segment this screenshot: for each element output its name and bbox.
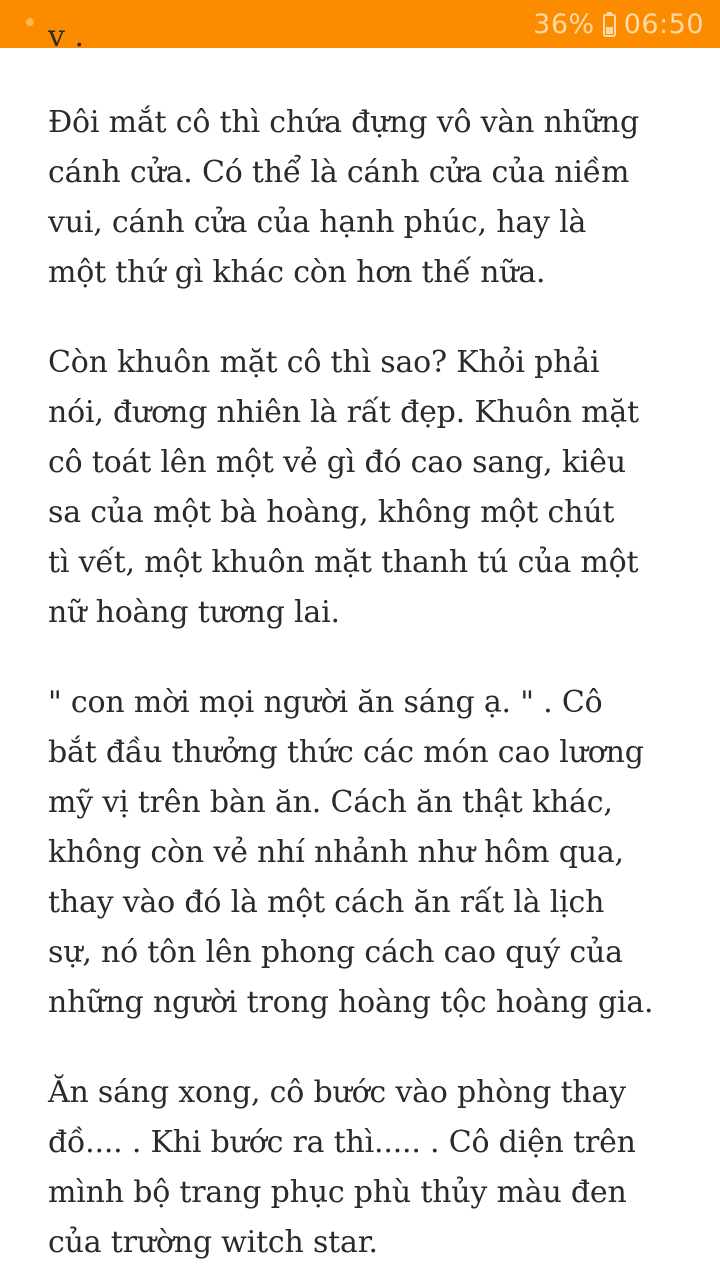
battery-percent: 36%: [533, 8, 595, 40]
notification-dot-icon: [26, 18, 34, 26]
paragraph-3: " con mời mọi người ăn sáng ạ. " . Cô bắt đầu thưởng thức các món cao lương mỹ vị trên bàn ăn. Cách ăn thật khác, không còn vẻ nhí nhảnh như hôm qua, thay vào đó là một cách ăn rất là lịch sự, nó tôn lên phong cách cao quý của những người trong hoàng tộc hoàng gia.: [48, 685, 654, 1020]
paragraph-4: Ăn sáng xong, cô bước vào phòng thay đồ.... . Khi bước ra thì..... . Cô diện trên mình bộ trang phục phù thủy màu đen của trường witch star.: [48, 1075, 636, 1260]
cut-off-text: v .: [48, 19, 85, 54]
status-bar: [0, 0, 720, 48]
status-indicators: [533, 0, 704, 48]
battery-icon: [603, 12, 616, 36]
paragraph-1: Đôi mắt cô thì chứa đựng vô vàn những cánh cửa. Có thể là cánh cửa của niềm vui, cánh cửa của hạnh phúc, hay là một thứ gì khác còn hơn thế nữa.: [48, 105, 640, 290]
clock-time: 06:50: [623, 8, 704, 40]
paragraph-2: Còn khuôn mặt cô thì sao? Khỏi phải nói, đương nhiên là rất đẹp. Khuôn mặt cô toát lên một vẻ gì đó cao sang, kiêu sa của một bà hoàng, không một chút tì vết, một khuôn mặt thanh tú của một nữ hoàng tương lai.: [48, 345, 639, 630]
